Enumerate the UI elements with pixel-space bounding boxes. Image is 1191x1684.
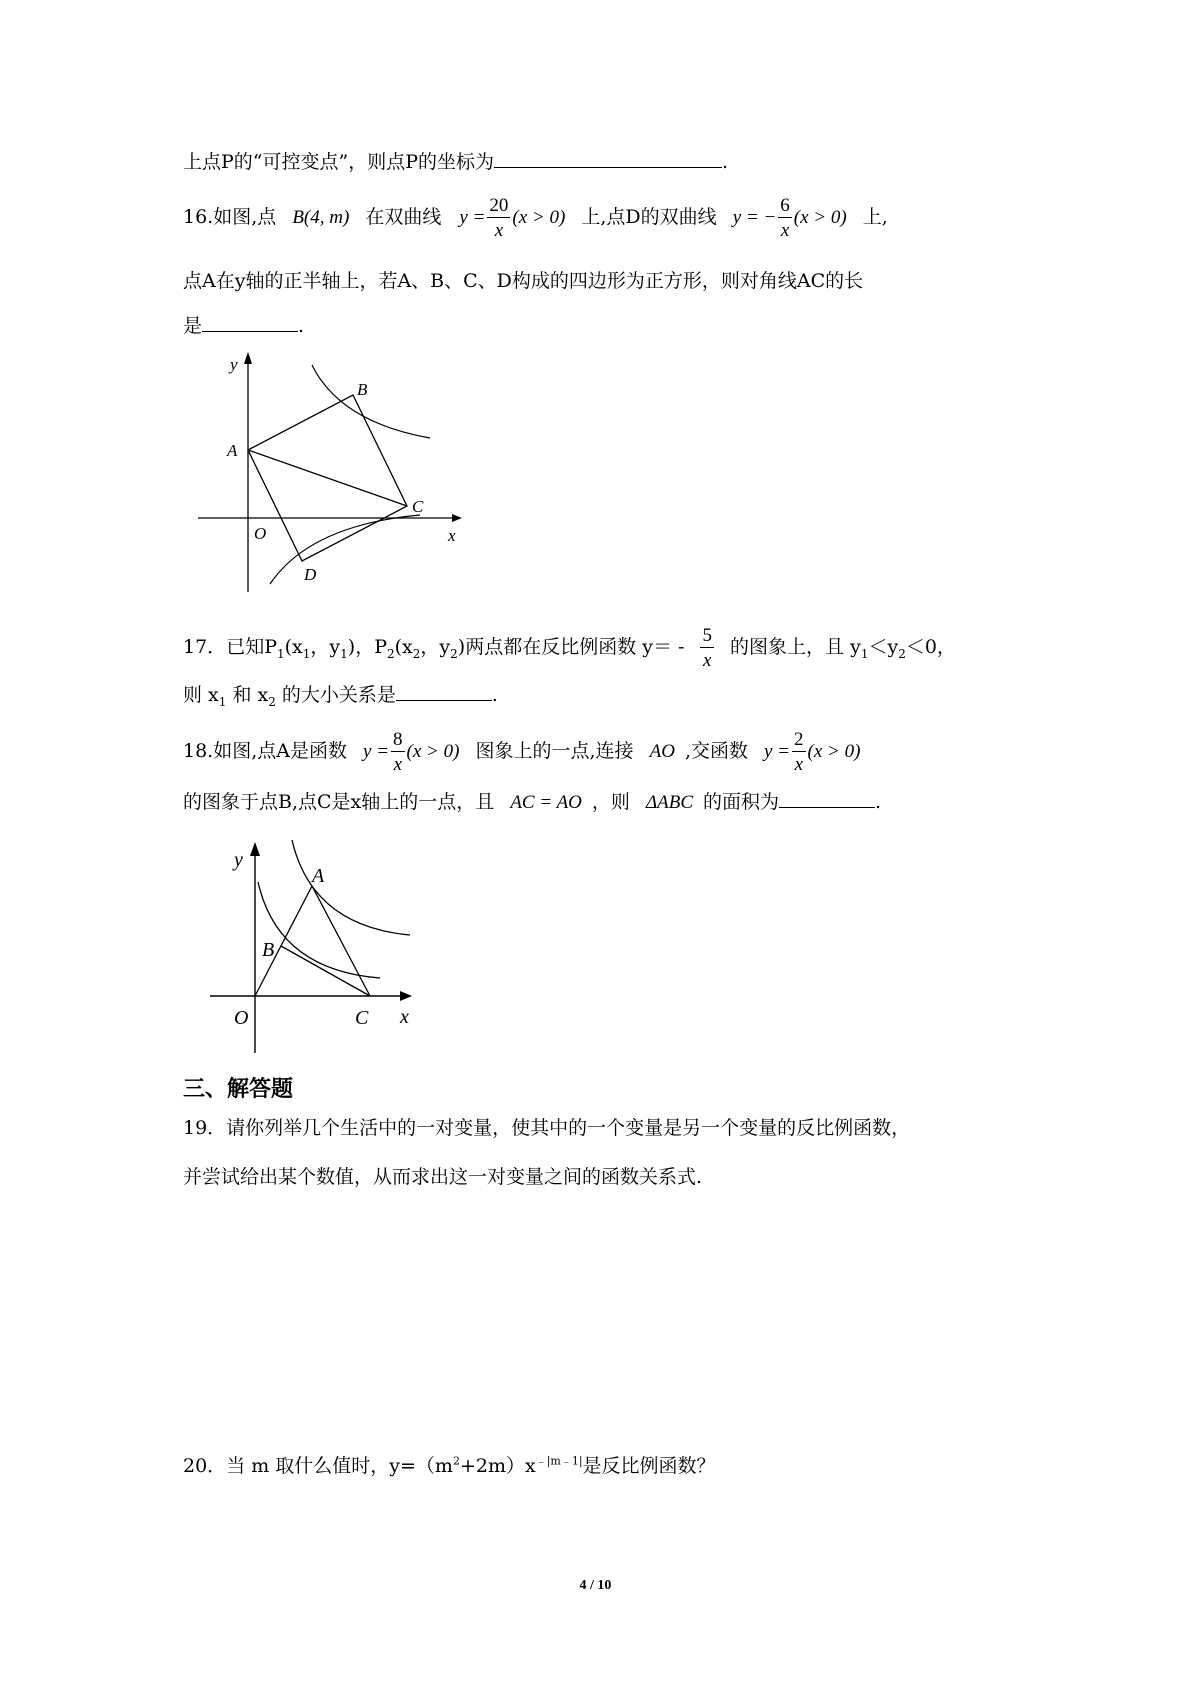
q18-f2-numerator: 2 [794, 729, 804, 750]
q18-triangle: ΔABC [645, 792, 694, 813]
q15-text: 上点P的“可控变点”，则点P的坐标为 [183, 151, 494, 173]
q16-label-d: D [304, 565, 317, 584]
q17-fraction [700, 626, 714, 670]
q18-f1-condition: (x > 0) [406, 741, 460, 762]
q18-label-y: y [234, 849, 243, 871]
q16-label-c: C [412, 497, 424, 516]
q19-line1: 19．请你列举几个生活中的一对变量，使其中的一个变量是另一个变量的反比例函数， [183, 1117, 911, 1139]
q18-x-arrow [400, 991, 412, 1001]
q17-answer-blank [396, 682, 492, 701]
q17-end: . [491, 684, 498, 706]
q18-f1-denominator: x [393, 754, 403, 775]
q16-line3 [183, 311, 304, 338]
q18-f1-numerator: 8 [393, 729, 403, 750]
q20-line [183, 1451, 716, 1478]
q20-text3: 是反比例函数？ [582, 1455, 716, 1477]
q18-line2 [183, 787, 881, 814]
q16-label-y: y [230, 355, 238, 374]
q16-x-arrow [452, 514, 462, 522]
q18-label-o: O [234, 1007, 249, 1029]
q16-line1 [183, 196, 888, 240]
q16-f1-fraction [487, 196, 510, 240]
q16-f2-condition: (x > 0) [793, 207, 847, 228]
q17-text: 已知P [226, 636, 277, 658]
q18-text3: ,交函数 [684, 740, 748, 762]
q18-equation: AC = AO [510, 792, 582, 813]
q16-label-b: B [357, 380, 368, 399]
q17-sub: 1 [340, 646, 348, 661]
q16-text1: 如图,点 [213, 206, 277, 228]
q17-sub: 2 [268, 694, 276, 709]
q18-end: . [875, 791, 882, 813]
q16-y-arrow [244, 352, 252, 364]
q16-answer-blank [202, 313, 298, 332]
q18-answer-blank [779, 789, 875, 808]
q18-f1-fraction [391, 730, 405, 774]
q16-figure [190, 350, 480, 595]
q16-label-x: x [448, 526, 456, 545]
q17-numerator: 5 [702, 625, 712, 646]
page-number: 4 / 10 [579, 1578, 612, 1593]
q17-sub: 1 [860, 646, 869, 661]
q16-text5: 是 [183, 315, 203, 337]
q18-text5: ，则 [591, 791, 630, 813]
q15-tail [183, 147, 728, 174]
q16-f1-numerator: 20 [489, 195, 509, 216]
q16-f2-fraction [778, 196, 792, 240]
q18-f2-lhs: y = [764, 741, 791, 762]
q18-f1-lhs: y = [363, 741, 390, 762]
q18-text6: 的面积为 [703, 791, 780, 813]
q16-label-a: A [227, 441, 238, 460]
q17-text: 和 x [226, 684, 269, 706]
q18-f2-denominator: x [794, 754, 804, 775]
q20-sup1: 2 [452, 1454, 460, 1468]
q16-f1-condition: (x > 0) [512, 207, 566, 228]
q16-f2-lhs: y = − [732, 207, 777, 228]
q17-line2 [183, 680, 498, 709]
q18-label-a: A [312, 865, 325, 887]
q16-text4: 上, [862, 206, 888, 228]
q20-text1: 20．当 m 取什么值时，y=（m [183, 1455, 453, 1477]
q16-line2: 点A在y轴的正半轴上，若A、B、C、D构成的四边形为正方形，则对角线AC的长 [183, 270, 864, 292]
q18-label-b: B [262, 939, 275, 961]
q16-point-b: B(4, m) [292, 207, 350, 228]
q17-text: 的图象上，且 y [730, 636, 861, 658]
q17-sub: 2 [386, 646, 395, 661]
q17-text: 则 x [183, 684, 219, 706]
q17-text: 的大小关系是 [275, 684, 396, 706]
q18-text2: 图象上的一点,连接 [475, 740, 634, 762]
q16-f1-lhs: y = [459, 207, 486, 228]
q17-sub: 1 [302, 646, 311, 661]
q17-text: ＜0， [905, 636, 956, 658]
q18-text1: 如图,点A是函数 [213, 740, 347, 762]
q18-y-arrow [250, 842, 260, 856]
q15-end: . [722, 151, 729, 173]
q16-label-o: O [254, 524, 267, 543]
q17-text: (x [394, 636, 413, 658]
q15-answer-blank [494, 149, 722, 168]
q17-sub: 1 [218, 694, 227, 709]
q18-segment-ao: AO [649, 741, 675, 762]
q18-text4: 的图象于点B,点C是x轴上的一点，且 [183, 791, 495, 813]
q18-curve-outer [292, 840, 410, 935]
q16-text2: 在双曲线 [365, 206, 442, 228]
q16-end: . [298, 315, 305, 337]
q17-sub: 2 [450, 646, 458, 661]
q18-figure [200, 838, 420, 1058]
q19-line2: 并尝试给出某个数值，从而求出这一对变量之间的函数关系式. [183, 1166, 703, 1188]
q16-hyperbola-upper [312, 365, 430, 438]
q20-text2: +2m）x [459, 1455, 536, 1477]
q18-number: 18. [183, 740, 214, 762]
q17-number: 17． [183, 636, 227, 658]
q18-line1 [183, 730, 860, 774]
q18-label-c: C [355, 1007, 369, 1029]
q16-hyperbola-lower [270, 515, 420, 584]
q17-text: ，y [420, 636, 451, 658]
q17-sub: 2 [412, 646, 421, 661]
q16-text3: 上,点D的双曲线 [581, 206, 717, 228]
q17-text: )，P [347, 636, 387, 658]
q18-curve-inner [258, 882, 380, 978]
section-title: 三、解答题 [183, 1077, 294, 1102]
q17-sub: 2 [898, 646, 906, 661]
q16-f1-denominator: x [494, 220, 504, 241]
q18-label-x: x [400, 1006, 409, 1028]
q17-text: (x [284, 636, 303, 658]
q16-f2-numerator: 6 [780, 195, 790, 216]
q18-f2-fraction [792, 730, 806, 774]
q16-f2-denominator: x [780, 220, 790, 241]
q17-line1 [183, 626, 956, 670]
q17-text: ＜y [868, 636, 899, 658]
q17-sub: 1 [276, 646, 285, 661]
q17-text: ，y [310, 636, 341, 658]
q17-text: )两点都在反比例函数 y＝ - [457, 636, 685, 658]
q16-number: 16. [183, 206, 214, 228]
q17-denominator: x [703, 650, 712, 671]
q20-exponent: ﹣|m﹣1| [535, 1454, 583, 1468]
q18-f2-condition: (x > 0) [807, 741, 861, 762]
